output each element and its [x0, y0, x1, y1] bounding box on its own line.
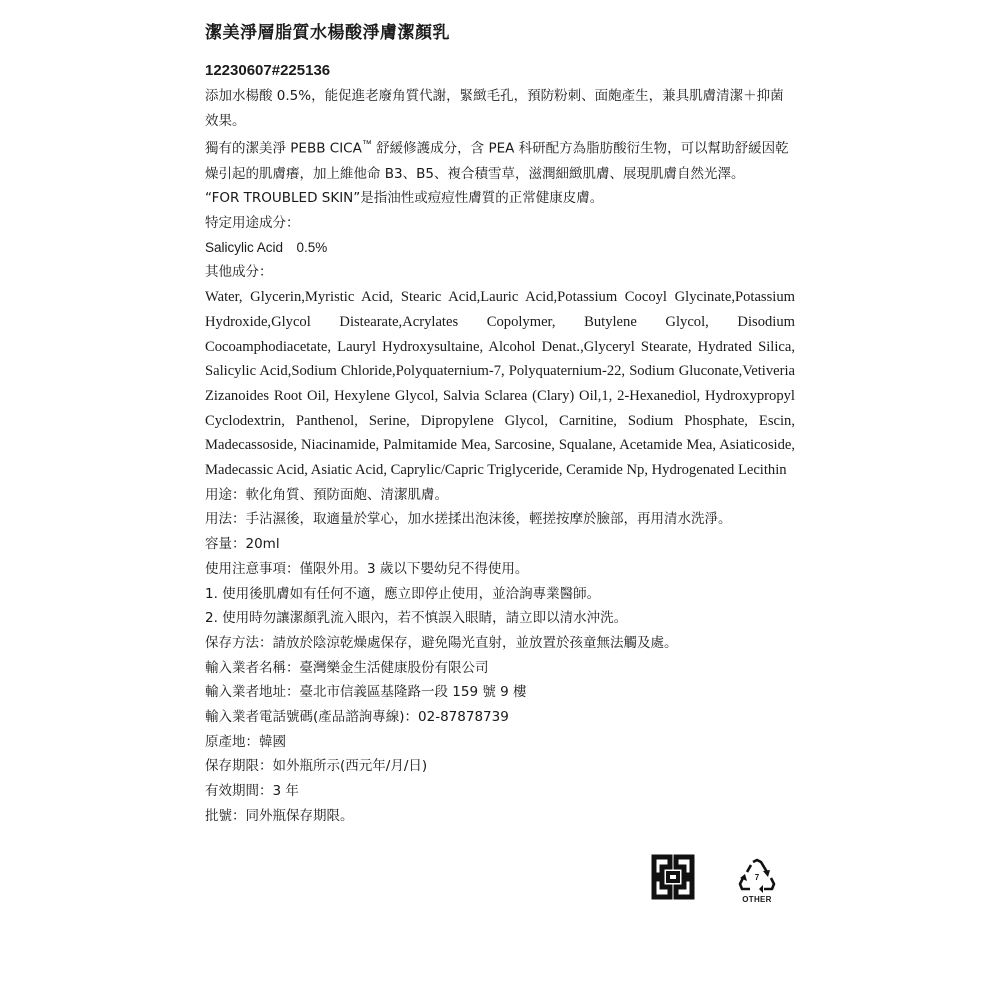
storage-text: 保存方法：請放於陰涼乾燥處保存，避免陽光直射，並放置於孩童無法觸及處。 [205, 634, 678, 651]
origin-text: 原產地：韓國 [205, 733, 286, 750]
resin-label: OTHER [742, 895, 772, 904]
usage-text: 用途：軟化角質、預防面皰、清潔肌膚。 [205, 486, 448, 503]
product-title: 潔美淨層脂質水楊酸淨膚潔顏乳 [205, 23, 450, 43]
expiry-note: 保存期限：如外瓶所示(西元年/月/日) [205, 758, 428, 775]
trademark-mark: ™ [361, 139, 372, 151]
product-label-document [205, 20, 795, 829]
importer-address: 輸入業者地址：臺北市信義區基隆路一段 159 號 9 樓 [205, 684, 527, 701]
specific-ingredient-label: 特定用途成分： [205, 215, 300, 232]
resin-number: 7 [754, 873, 760, 882]
importer-phone: 輸入業者電話號碼(產品諮詢專線)：02-87878739 [205, 709, 509, 726]
intro-2-start: 獨有的潔美淨 PEBB CICA [205, 140, 362, 157]
intro-paragraph-1: 添加水楊酸 0.5%，能促進老廢角質代謝，緊緻毛孔，預防粉刺、面皰產生，兼具肌膚清潔＋抑菌效果。 [205, 88, 784, 129]
product-code: 12230607#225136 [205, 62, 331, 79]
intro-paragraph-2 [205, 133, 795, 186]
validity-text: 有效期間：3 年 [205, 783, 299, 800]
caution-item-1: 1. 使用後肌膚如有任何不適，應立即停止使用，並洽詢專業醫師。 [205, 585, 601, 602]
intro-2-rest: 舒緩修護成分，含 PEA 科研配方為脂肪酸衍生物，可以幫助舒緩因乾燥引起的肌膚癢，加上維他命 B3、B5、複合積雪草，滋潤細緻肌膚、展現肌膚自然光澤。 [205, 140, 789, 182]
caution-item-2: 2. 使用時勿讓潔顏乳流入眼內，若不慎誤入眼睛，請立即以清水沖洗。 [205, 610, 628, 627]
specific-ingredient-value: Salicylic Acid 0.5% [205, 239, 328, 255]
taiwan-recycle-icon [650, 853, 696, 901]
caution-text: 使用注意事項：僅限外用。3 歲以下嬰幼兒不得使用。 [205, 560, 529, 577]
resin-code-7-icon [736, 857, 778, 907]
intro-paragraph-3: “FOR TROUBLED SKIN”是指油性或痘痘性膚質的正常健康皮膚。 [205, 190, 604, 207]
method-text: 用法：手沾濕後，取適量於掌心，加水搓揉出泡沫後，輕搓按摩於臉部，再用清水洗淨。 [205, 511, 732, 528]
importer-name: 輸入業者名稱：臺灣樂金生活健康股份有限公司 [205, 659, 489, 676]
batch-text: 批號：同外瓶保存期限。 [205, 807, 354, 824]
ingredients-list: Water, Glycerin,Myristic Acid, Stearic Acid,Lauric Acid,Potassium Cocoyl Glycinate,Potassium Hydroxide,Glycol Distearate,Acrylates Copolymer, Butylene Glycol, Disodium Cocoamphodiacetate, Lauryl Hydroxysultaine, Alcohol Denat.,Glyceryl Stearate, Hydrated Silica, Salicylic Acid,Sodium Chloride,Polyquaternium-7, Polyquaternium-22, Sodium Gluconate,Vetiveria Zizanoides Root Oil, Hexylene Glycol, Salvia Sclarea (Clary) Oil,1, 2-Hexanediol, Hydroxypropyl Cyclodextrin, Panthenol, Serine, Dipropylene Glycol, Carnitine, Sodium Phosphate, Escin, Madecassoside, Niacinamide, Palmitamide Mea, Sarcosine, Squalane, Acetamide Mea, Asiaticoside, Madecassic Acid, Asiatic Acid, Caprylic/Capric Triglyceride, Ceramide Np, Hydrogenated Lecithin [205, 289, 795, 479]
other-ingredients-label: 其他成分： [205, 264, 273, 281]
recycling-icons [650, 853, 790, 913]
volume-text: 容量：20ml [205, 536, 280, 553]
